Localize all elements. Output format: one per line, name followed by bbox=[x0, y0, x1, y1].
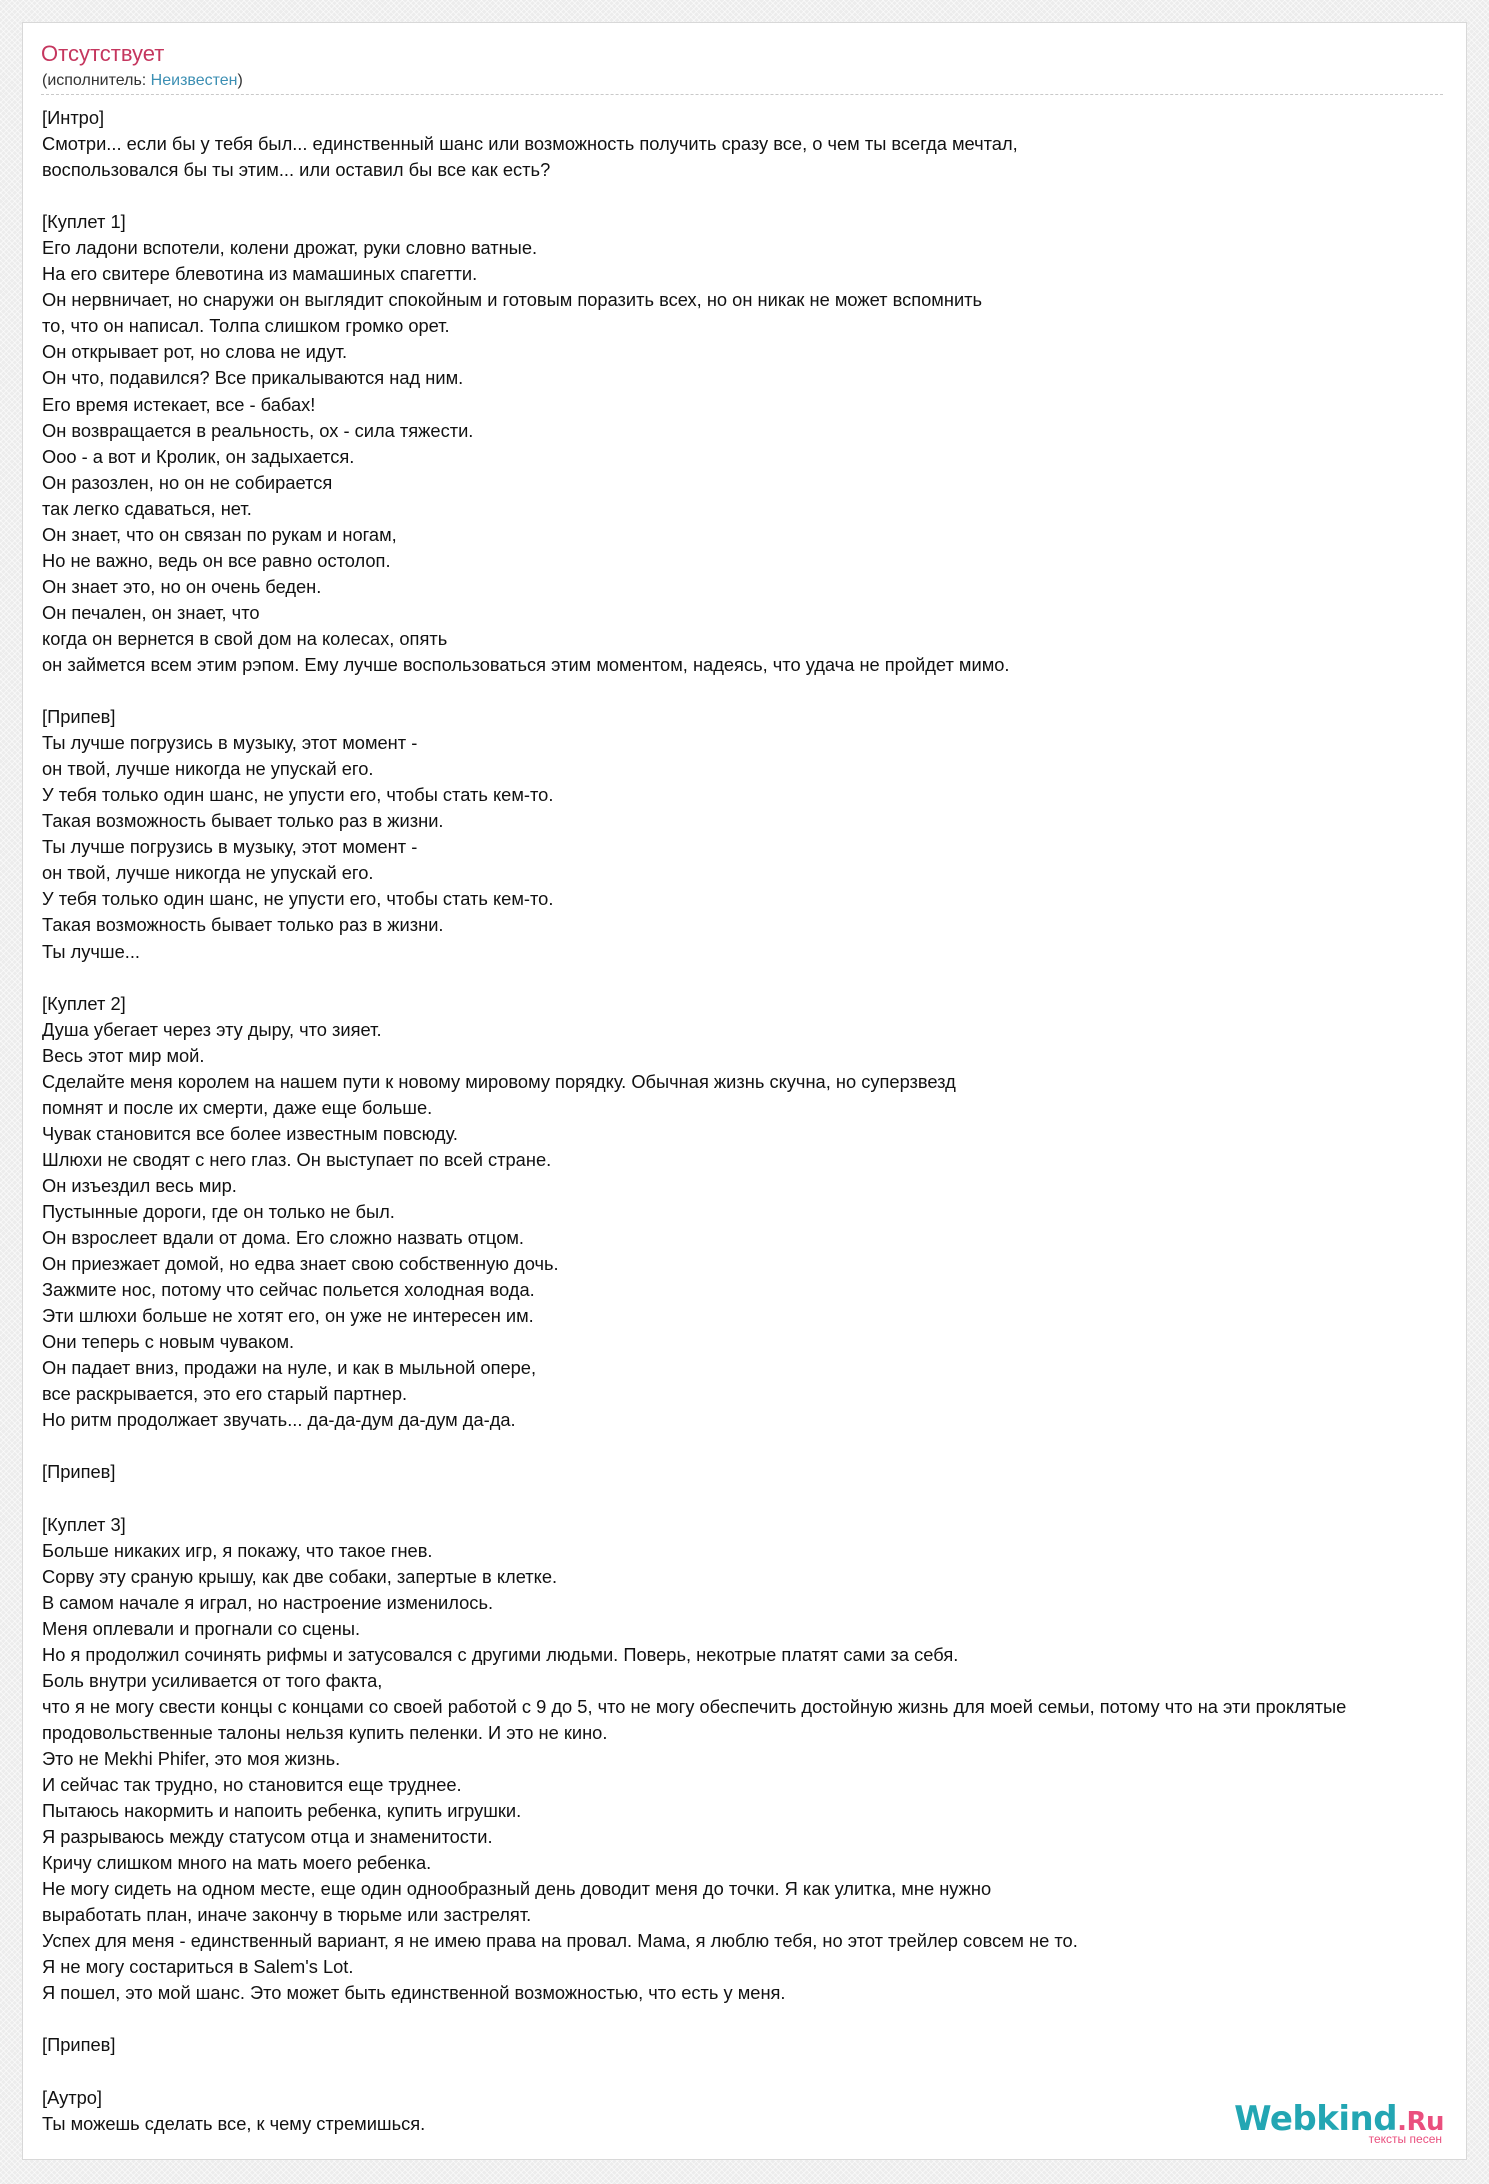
song-title: Отсутствует bbox=[41, 41, 165, 66]
site-logo[interactable] bbox=[1234, 2099, 1444, 2146]
logo-tagline: тексты песен bbox=[1368, 2132, 1442, 2146]
lyrics-card bbox=[22, 22, 1467, 2160]
artist-line bbox=[42, 71, 243, 91]
logo-suffix-text: .Ru bbox=[1397, 2107, 1444, 2137]
artist-link[interactable]: Неизвестен bbox=[150, 72, 238, 89]
artist-suffix: ) bbox=[237, 72, 243, 89]
artist-prefix: (исполнитель: bbox=[42, 72, 151, 89]
logo-main-text: Webkind bbox=[1234, 2099, 1398, 2139]
title-divider bbox=[41, 94, 1443, 95]
lyrics-text: [Интро] Смотри... если бы у тебя был... единственный шанс или возможность получить сразу все, о чем ты всегда мечтал, воспользовался бы ты этим... или оставил бы все как есть? [Куплет 1] Его ладони вспотели, колени дрожат, руки словно ватные. На его свитере блевотина из мамашиных спагетти. Он нервничает, но снаружи он выглядит спокойным и готовым поразить всех, но он никак не может вспомнить то, что он написал. Толпа слишком громко орет. Он открывает рот, но слова не идут. Он что, подавился? Все прикалываются над ним. Его время истекает, все - бабах! Он возвращается в реальность, ох - сила тяжести. Ооо - а вот и Кролик, он задыхается. Он разозлен, но он не собирается так легко сдаваться, нет. Он знает, что он связан по рукам и ногам, Но не важно, ведь он все равно остолоп. Он знает это, но он очень беден. Он печален, он знает, что когда он вернется в свой дом на колесах, опять он займется всем этим рэпом. Ему лучше воспользоваться этим моментом, надеясь, что удача не пройдет мимо. [Припев] Ты лучше погрузись в музыку, этот момент - он твой, лучше никогда не упускай его. У тебя только один шанс, не упусти его, чтобы стать кем-то. Такая возможность бывает только раз в жизни. Ты лучше погрузись в музыку, этот момент - он твой, лучше никогда не упускай его. У тебя только один шанс, не упусти его, чтобы стать кем-то. Такая возможность бывает только раз в жизни. Ты лучше... [Куплет 2] Душа убегает через эту дыру, что зияет. Весь этот мир мой. Сделайте меня королем на нашем пути к новому мировому порядку. Обычная жизнь скучна, но суперзвезд помнят и после их смерти, даже еще больше. Чувак становится все более известным повсюду. Шлюхи не сводят с него глаз. Он выступает по всей стране. Он изъездил весь мир. Пустынные дороги, где он только не был. Он взрослеет вдали от дома. Его сложно назвать отцом. Он приезжает домой, но едва знает свою собственную дочь. Зажмите нос, потому что сейчас польется холодная вода. Эти шлюхи больше не хотят его, он уже не интересен им. Они теперь с новым чуваком. Он падает вниз, продажи на нуле, и как в мыльной опере, все раскрывается, это его старый партнер. Но ритм продолжает звучать... да-да-дум да-дум да-да. [Припев] [Куплет 3] Больше никаких игр, я покажу, что такое гнев. Сорву эту сраную крышу, как две собаки, запертые в клетке. В самом начале я играл, но настроение изменилось. Меня оплевали и прогнали со сцены. Но я продолжил сочинять рифмы и затусовался с другими людьми. Поверь, некотрые платят сами за себя. Боль внутри усиливается от того факта, что я не могу свести концы с концами со своей работой с 9 до 5, что не могу обеспечить достойную жизнь для моей семьи, потому что на эти проклятые продовольственные талоны нельзя купить пеленки. И это не кино. Это не Mekhi Phifer, это моя жизнь. И сейчас так трудно, но становится еще труднее. Пытаюсь накормить и напоить ребенка, купить игрушки. Я разрываюсь между статусом отца и знаменитости. Кричу слишком много на мать моего ребенка. Не могу сидеть на одном месте, еще один однообразный день доводит меня до точки. Я как улитка, мне нужно выработать план, иначе закончу в тюрьме или застрелят. Успех для меня - единственный вариант, я не имею права на провал. Мама, я люблю тебя, но этот трейлер совсем не то. Я не могу состариться в Salem's Lot. Я пошел, это мой шанс. Это может быть единственной возможностью, что есть у меня. [Припев] [Аутро] Ты можешь сделать все, к чему стремишься. bbox=[42, 107, 1347, 2134]
